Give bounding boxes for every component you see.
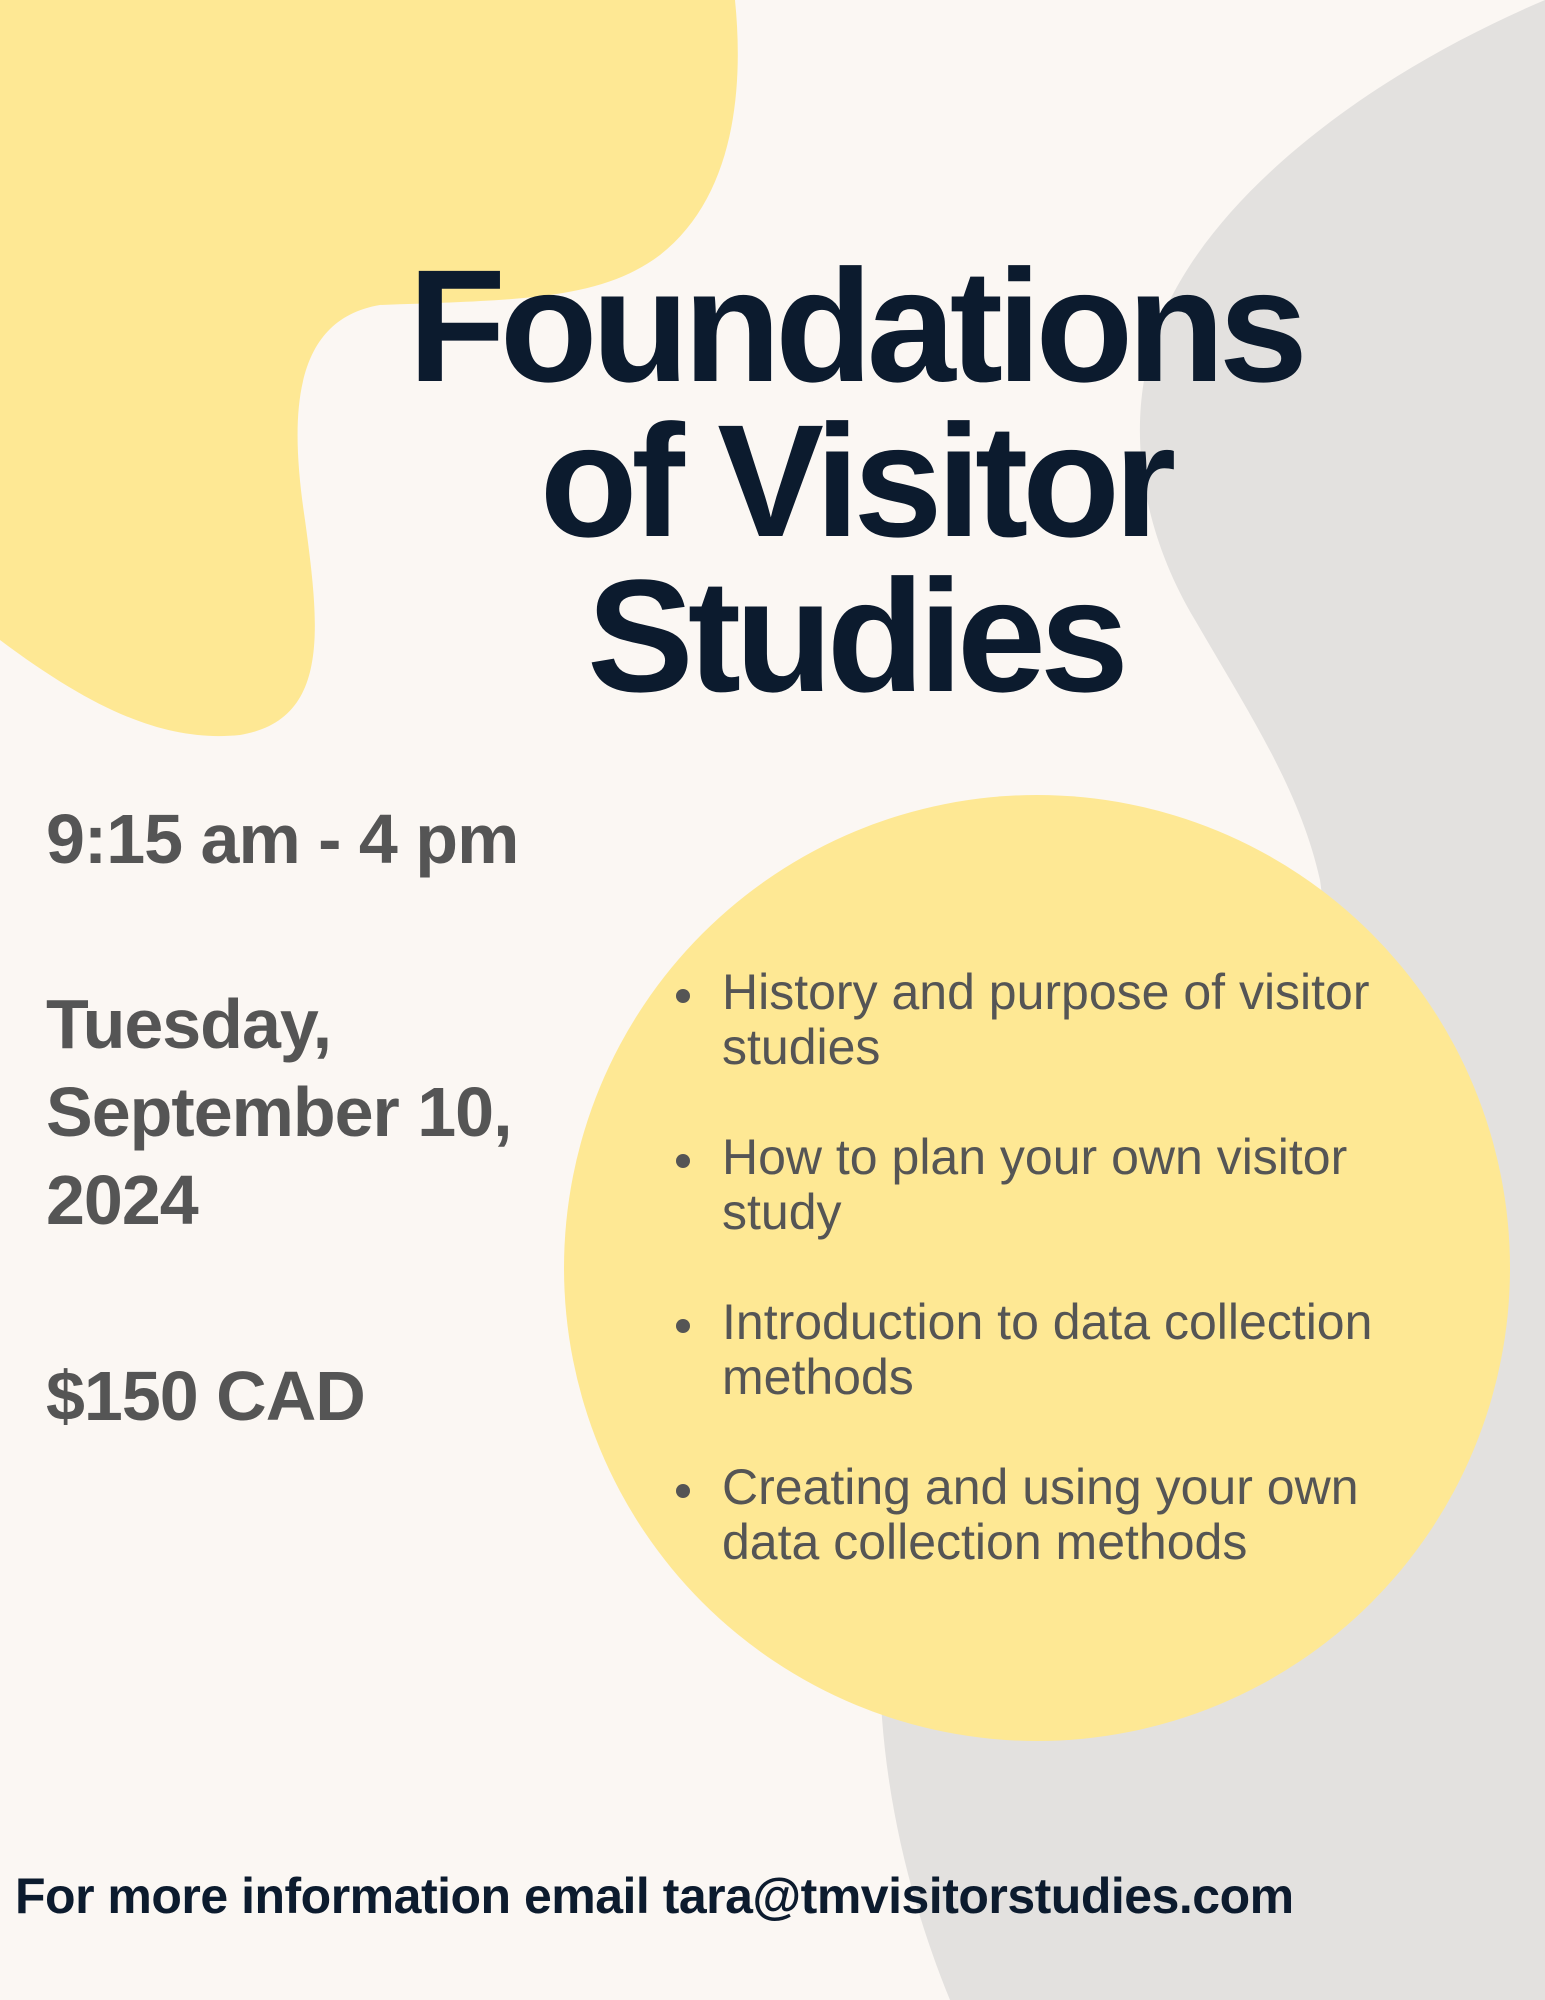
- contact-info: For more information email tara@tmvisitorstudies.com: [15, 1868, 1294, 1924]
- topic-item: [670, 1460, 1450, 1570]
- topic-text: History and purpose of visitor studies: [722, 964, 1370, 1075]
- title-line-3: Studies: [587, 546, 1123, 725]
- event-price: $150 CAD: [46, 1357, 365, 1435]
- event-time: 9:15 am - 4 pm: [46, 800, 519, 878]
- title-line-2: of Visitor: [539, 391, 1171, 570]
- bullet-icon: [676, 989, 690, 1003]
- event-date-line-3: 2024: [46, 1161, 198, 1239]
- bullet-icon: [676, 1154, 690, 1168]
- bullet-icon: [676, 1319, 690, 1333]
- event-title: [360, 236, 1350, 725]
- topic-item: [670, 1295, 1450, 1405]
- title-line-1: Foundations: [408, 236, 1302, 415]
- topic-text: Introduction to data collection methods: [722, 1294, 1373, 1405]
- bullet-icon: [676, 1484, 690, 1498]
- topic-text: Creating and using your own data collection methods: [722, 1459, 1359, 1570]
- topic-item: [670, 1130, 1450, 1240]
- topics-list: [670, 965, 1450, 1625]
- event-date-line-2: September 10,: [46, 1073, 512, 1151]
- topic-text: How to plan your own visitor study: [722, 1129, 1348, 1240]
- event-date: [46, 980, 606, 1244]
- topic-item: [670, 965, 1450, 1075]
- event-date-line-1: Tuesday,: [46, 985, 332, 1063]
